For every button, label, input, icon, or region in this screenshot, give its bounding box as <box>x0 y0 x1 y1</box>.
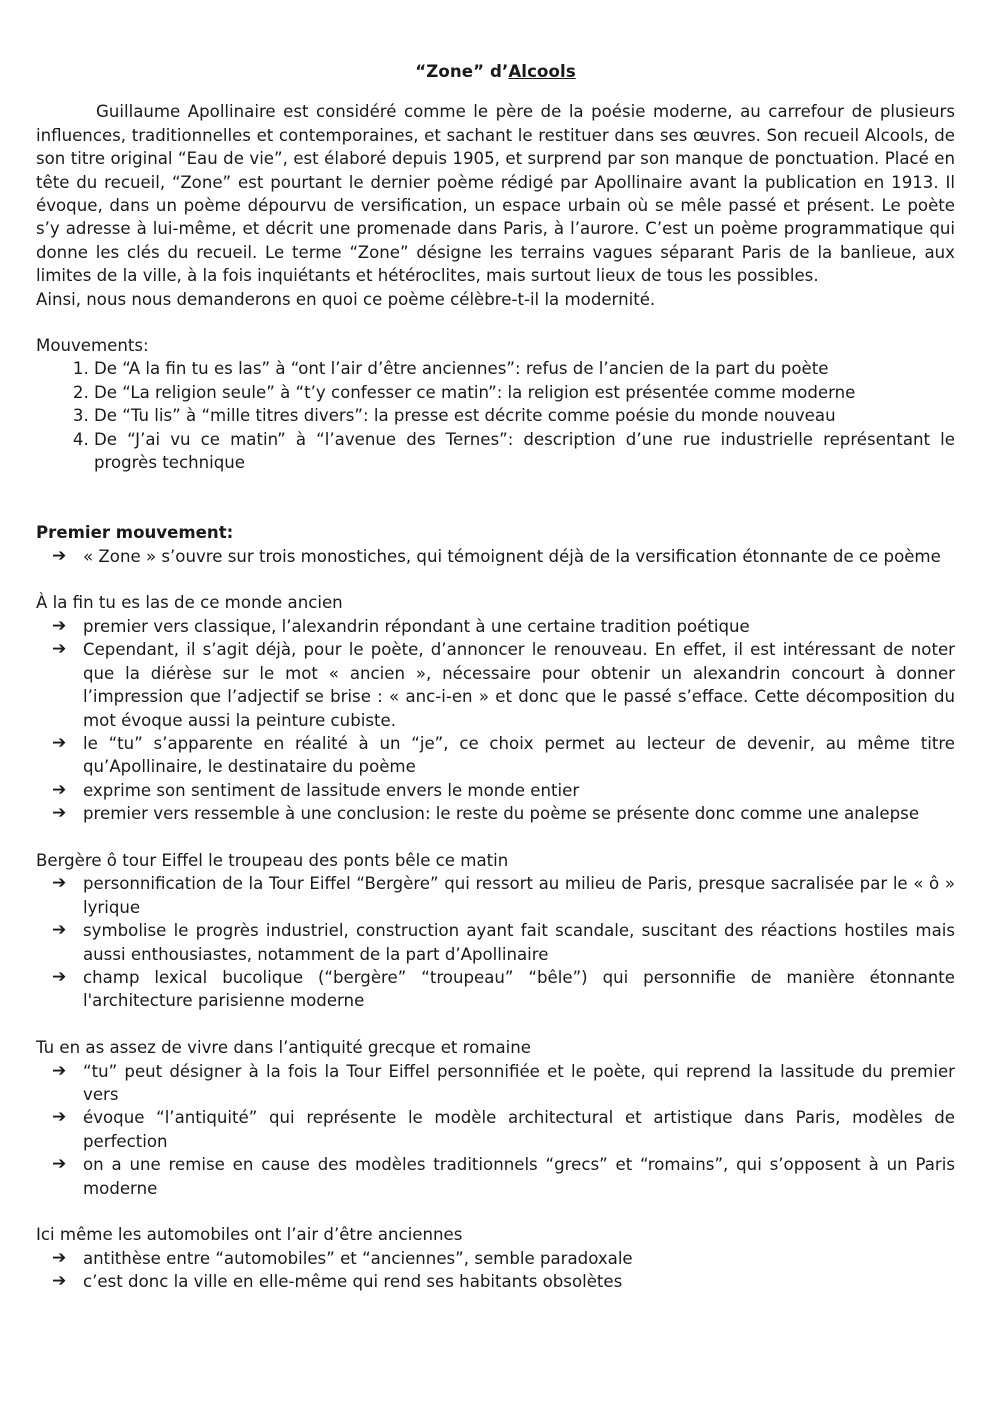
arrow-icon: ➔ <box>52 803 67 824</box>
arrow-icon: ➔ <box>52 1247 67 1268</box>
arrow-icon: ➔ <box>52 873 67 894</box>
note-item <box>36 802 955 825</box>
verse-quote: Ici même les automobiles ont l’air d’être anciennes <box>36 1225 463 1245</box>
arrow-icon: ➔ <box>52 732 67 753</box>
document-page <box>36 60 955 1294</box>
note-item <box>36 872 955 919</box>
note-text: personnification de la Tour Eiffel “Bergère” qui ressort au milieu de Paris, presque sacralisée par le « ô » lyrique <box>83 874 955 917</box>
title-quote: “Zone” d’ <box>415 62 509 81</box>
spacer <box>36 568 955 591</box>
arrow-icon: ➔ <box>52 1271 67 1292</box>
movement-item: 1. De “A la fin tu es las” à “ont l’air d’être anciennes”: refus de l’ancien de la part du poète <box>94 357 955 380</box>
movement-item: 3. De “Tu lis” à “mille titres divers”: la presse est décrite comme poésie du monde nouveau <box>94 404 955 427</box>
section-intro-list <box>36 545 955 568</box>
note-item <box>36 615 955 638</box>
note-text: champ lexical bucolique (“bergère” “troupeau” “bêle”) qui personnifie de manière étonnante l'architecture parisienne moderne <box>83 967 955 1011</box>
arrow-icon: ➔ <box>52 920 67 941</box>
arrow-icon: ➔ <box>52 545 67 566</box>
note-text: premier vers ressemble à une conclusion: le reste du poème se présente donc comme une analepse <box>83 804 920 824</box>
note-item <box>36 966 955 1013</box>
note-text: évoque “l’antiquité” qui représente le modèle architectural et artistique dans Paris, modèles de perfection <box>83 1108 955 1151</box>
note-item <box>36 919 955 966</box>
note-item <box>36 1060 955 1107</box>
verse-notes <box>36 1060 955 1200</box>
note-text: « Zone » s’ouvre sur trois monostiches, qui témoignent déjà de la versification étonnante de ce poème <box>83 546 941 566</box>
note-text: antithèse entre “automobiles” et “anciennes”, semble paradoxale <box>83 1248 633 1268</box>
note-item <box>36 779 955 802</box>
verse-notes <box>36 872 955 1012</box>
movements-list <box>36 357 955 474</box>
verse-quote: Tu en as assez de vivre dans l’antiquité grecque et romaine <box>36 1038 531 1058</box>
note-item <box>36 545 955 568</box>
document-title <box>36 60 955 83</box>
spacer <box>36 1013 955 1036</box>
note-item <box>36 732 955 779</box>
spacer <box>36 475 955 498</box>
spacer <box>36 1200 955 1223</box>
movement-item: 2. De “La religion seule” à “t’y confesser ce matin”: la religion est présentée comme moderne <box>94 381 955 404</box>
movements-label: Mouvements: <box>36 336 149 356</box>
note-text: “tu” peut désigner à la fois la Tour Eiffel personnifiée et le poète, qui reprend la lassitude du premier vers <box>83 1061 955 1104</box>
note-item <box>36 638 955 732</box>
spacer <box>36 826 955 849</box>
arrow-icon: ➔ <box>52 779 67 800</box>
movement-item: 4. De “J’ai vu ce matin” à “l’avenue des Ternes”: description d’une rue industrielle représentant le progrès technique <box>94 428 955 475</box>
note-text: Cependant, il s’agit déjà, pour le poète, d’annoncer le renouveau. En effet, il est intéressant de noter que la diérèse sur le mot « ancien », nécessaire pour obtenir un alexandrin concourt à donner l’impression que l’adjectif se brise : « anc-i-en » et donc que le passé s’efface. Cette décomposition du mot évoque aussi la peinture cubiste. <box>83 640 955 730</box>
note-text: c’est donc la ville en elle-même qui rend ses habitants obsolètes <box>83 1272 623 1292</box>
arrow-icon: ➔ <box>52 1154 67 1175</box>
arrow-icon: ➔ <box>52 1107 67 1128</box>
arrow-icon: ➔ <box>52 639 67 660</box>
arrow-icon: ➔ <box>52 1060 67 1081</box>
verse-quote: À la fin tu es las de ce monde ancien <box>36 593 343 613</box>
note-item <box>36 1270 955 1293</box>
arrow-icon: ➔ <box>52 615 67 636</box>
problematic-sentence: Ainsi, nous nous demanderons en quoi ce poème célèbre-t-il la modernité. <box>36 289 656 309</box>
section-heading: Premier mouvement: <box>36 523 234 543</box>
intro-paragraph: Guillaume Apollinaire est considéré comme le père de la poésie moderne, au carrefour de plusieurs influences, traditionnelles et contemporaines, et sachant le restituer dans ses œuvres. Son recueil Alcools, de son titre original “Eau de vie”, est élaboré depuis 1905, et surprend par son manque de ponctuation. Placé en tête du recueil, “Zone” est pourtant le dernier poème rédigé par Apollinaire avant la publication en 1913. Il évoque, dans un poème dépourvu de versification, un espace urbain où se mêle passé et présent. Le poète s’y adresse à lui-même, et décrit une promenade dans Paris, à l’aurore. C’est un poème programmatique qui donne les clés du recueil. Le terme “Zone” désigne les terrains vagues séparant Paris de la banlieue, aux limites de la ville, à la fois inquiétants et hétéroclites, mais surtout lieux de tous les possibles. <box>36 102 955 286</box>
note-text: premier vers classique, l’alexandrin répondant à une certaine tradition poétique <box>83 616 750 636</box>
note-text: exprime son sentiment de lassitude envers le monde entier <box>83 780 580 800</box>
title-work: Alcools <box>508 62 576 81</box>
spacer <box>36 498 955 521</box>
verse-notes <box>36 615 955 826</box>
arrow-icon: ➔ <box>52 966 67 987</box>
note-item <box>36 1106 955 1153</box>
note-item <box>36 1247 955 1270</box>
note-text: le “tu” s’apparente en réalité à un “je”, ce choix permet au lecteur de devenir, au même titre qu’Apollinaire, le destinataire du poème <box>83 733 955 777</box>
note-item <box>36 1153 955 1200</box>
verse-quote: Bergère ô tour Eiffel le troupeau des ponts bêle ce matin <box>36 850 509 870</box>
verse-notes <box>36 1247 955 1294</box>
note-text: symbolise le progrès industriel, construction ayant fait scandale, suscitant des réactions hostiles mais aussi enthousiastes, notamment de la part d’Apollinaire <box>83 921 955 964</box>
note-text: on a une remise en cause des modèles traditionnels “grecs” et “romains”, qui s’opposent à un Paris moderne <box>83 1155 955 1198</box>
